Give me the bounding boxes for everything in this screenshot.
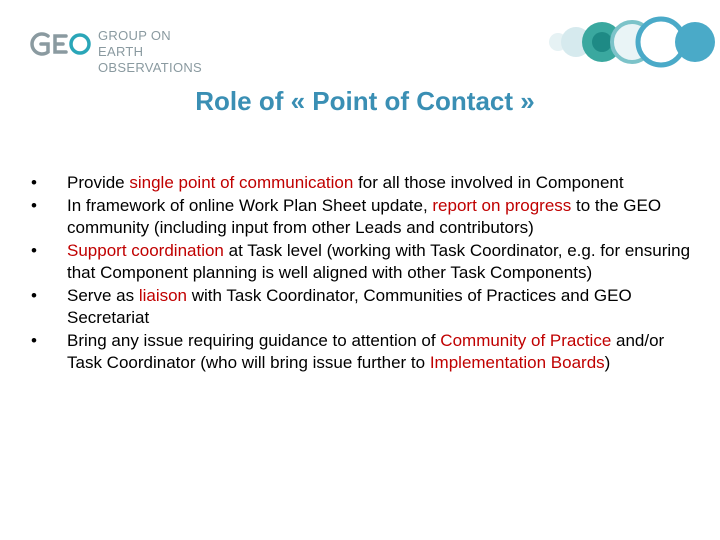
bullet-marker: • xyxy=(31,173,37,192)
bullet-text: Serve as xyxy=(67,285,139,305)
logo-line-1: GROUP ON xyxy=(98,28,171,43)
bullet-text: to the GEO community (including input from other Leads and contributors) xyxy=(67,195,662,237)
bullet-text: ) xyxy=(604,353,611,372)
slide-title: Role of « Point of Contact » xyxy=(195,86,535,116)
bullet-text: Bring any issue requiring guidance to attention of xyxy=(67,330,441,350)
bullet-text: at Task level (working with Task Coordinator, e.g. for ensuring that Component planning is well aligned with other Task Components) xyxy=(67,240,691,282)
bullet-item xyxy=(28,240,698,285)
highlighted-text: single point of communication xyxy=(129,173,354,192)
geo-logo xyxy=(28,26,248,75)
bullet-item xyxy=(28,195,698,240)
highlighted-text: report on progress xyxy=(432,195,572,215)
bullet-text: and/or Task Coordinator (who will bring issue further to xyxy=(67,330,665,372)
bullet-text: In framework of online Work Plan Sheet update, xyxy=(67,195,433,215)
highlighted-text: Support coordination xyxy=(67,240,224,260)
bullet-marker: • xyxy=(31,330,37,350)
bullet-marker: • xyxy=(31,240,37,260)
highlighted-text: Implementation Boards xyxy=(429,353,605,372)
bullet-list xyxy=(28,172,698,375)
bullet-text: for all those involved in Component xyxy=(353,173,624,192)
geo-logo-icon xyxy=(28,30,92,58)
bullet-marker: • xyxy=(31,285,37,305)
bullet-text: Provide xyxy=(67,173,130,192)
bullet-item xyxy=(28,172,698,195)
bullet-marker: • xyxy=(31,195,37,215)
highlighted-text: liaison xyxy=(138,285,188,305)
logo-text xyxy=(98,28,248,76)
bullet-text: with Task Coordinator, Communities of Practices and GEO Secretariat xyxy=(67,285,632,327)
bullet-item xyxy=(28,330,698,375)
highlighted-text: Community of Practice xyxy=(440,330,612,350)
logo-line-2: EARTH OBSERVATIONS xyxy=(98,44,203,75)
circles-graphic-icon xyxy=(540,6,716,76)
bullet-item xyxy=(28,285,698,330)
